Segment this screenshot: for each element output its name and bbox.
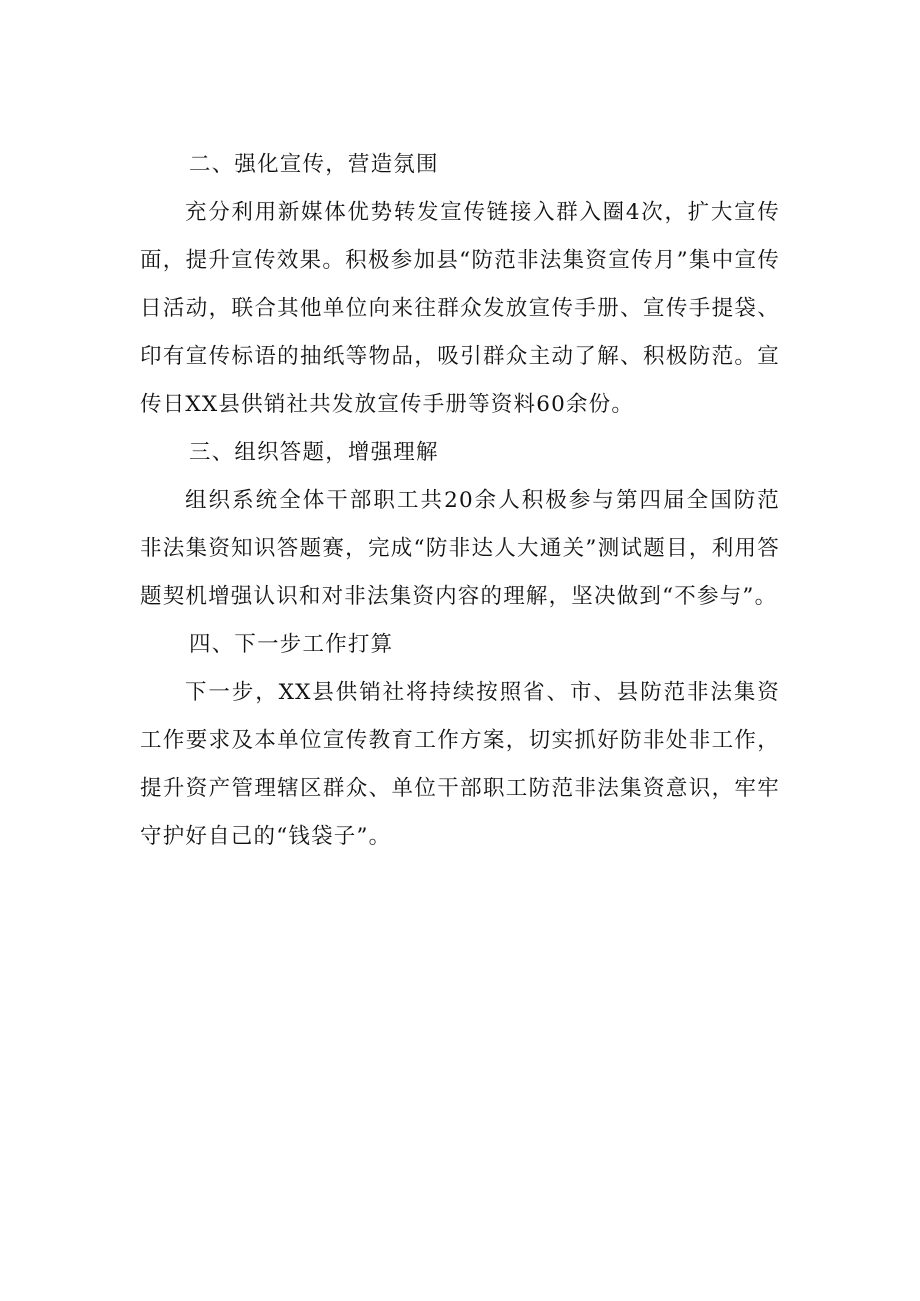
document-body	[140, 141, 780, 861]
section-heading-next-steps: 四、下一步工作打算	[189, 632, 394, 657]
section-paragraph-next-steps: 下一步，XX县供销社将持续按照省、市、县防范非法集资工作要求及本单位宣传教育工作方案，切实抓好防非处非工作，提升资产管理辖区群众、单位干部职工防范非法集资意识，牢牢守护好自己的“钱袋子”。	[140, 680, 780, 849]
section-heading-quiz: 三、组织答题，增强理解	[189, 440, 439, 465]
section-heading-publicity: 二、强化宣传，营造氛围	[189, 152, 439, 177]
section-paragraph-quiz: 组织系统全体干部职工共20余人积极参与第四届全国防范非法集资知识答题赛，完成“防非达人大通关”测试题目，利用答题契机增强认识和对非法集资内容的理解，坚决做到“不参与”。	[140, 488, 780, 609]
section-paragraph-publicity: 充分利用新媒体优势转发宣传链接入群入圈4次，扩大宣传面，提升宣传效果。积极参加县“防范非法集资宣传月”集中宣传日活动，联合其他单位向来往群众发放宣传手册、宣传手提袋、印有宣传标语的抽纸等物品，吸引群众主动了解、积极防范。宣传日XX县供销社共发放宣传手册等资料60余份。	[140, 200, 780, 417]
